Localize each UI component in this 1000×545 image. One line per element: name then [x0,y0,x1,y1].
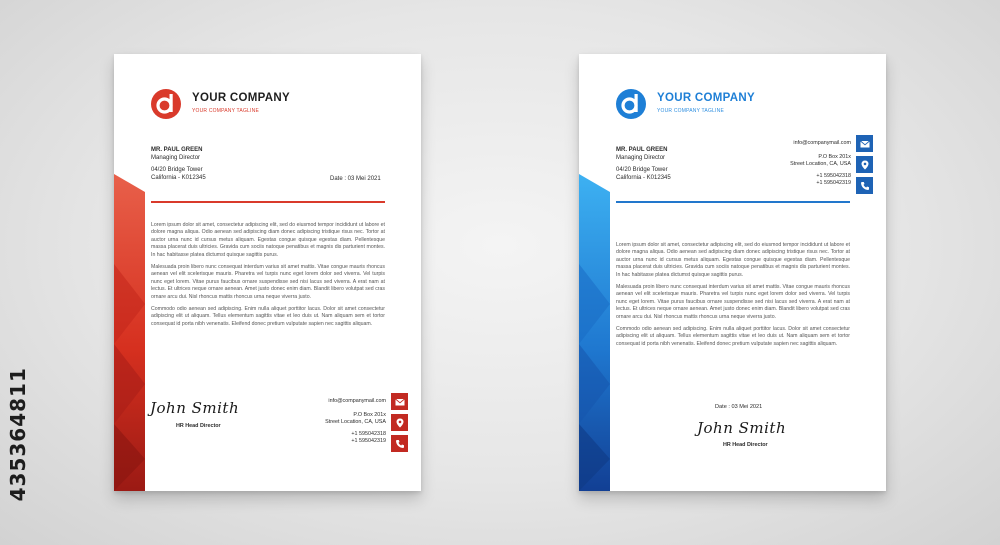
company-name: YOUR COMPANY [657,92,755,104]
phone-icon [391,435,408,452]
body-paragraph: Commodo odio aenean sed adipiscing. Enim nulla aliquet porttitor lacus. Dolor sit amet consectetur adipiscing elit ut aliquam. Tellus elementum sagittis vitae et leo duis ut. Nam aliquam sem et tortor consequat id porta nibh venenatis. Eleifend donec pretium vulputate sapien nec sagittis aliquam. [616,326,850,347]
location-pin-icon [856,156,873,173]
recipient-title: Managing Director [616,154,666,161]
recipient-name: MR. PAUL GREEN [616,147,668,153]
contact-email: info@companymail.com [328,398,386,404]
location-pin-icon [391,414,408,431]
recipient-title: Managing Director [151,154,201,161]
contact-po-box: P.O Box 201x [818,154,851,160]
contact-location: Street Location, CA, USA [325,419,386,425]
letterhead-blue [579,54,886,491]
body-paragraph: Commodo odio aenean sed adipiscing. Enim nulla aliquet porttitor lacus. Dolor sit amet consectetur adipiscing elit ut aliquam. Tellus elementum sagittis vitae et leo duis ut. Nam aliquam sem et tortor consequat id porta nibh venenatis. Eleifend donec pretium vulputate sapien nec sagittis aliquam. [151,306,385,327]
letter-body [616,242,850,353]
body-paragraph: Malesuada proin libero nunc consequat interdum varius sit amet mattis. Vitae congue mauris rhoncus aenean vel elit scelerisque mauris. Pharetra vel turpis nunc eget lorem dolor sed viverra. Vel turpis nunc eget lorem. Vitae purus faucibus ornare suspendisse sed nisi lacus sed viverra. A erat nam at lectus. Et ultrices neque ornare aenean. Amet justo donec enim diam. Blandit libero volutpat sed cras ornare arcu dui. Nisl rhoncus mattis rhoncus urna neque viverra justo. [151,264,385,300]
company-tagline: YOUR COMPANY TAGLINE [657,108,724,114]
recipient-block [616,147,671,182]
body-paragraph: Lorem ipsum dolor sit amet, consectetur adipiscing elit, sed do eiusmod tempor incididunt ut labore et dolore magna aliqua. Odio aenean sed adipiscing diam donec adipiscing tristique risus nec. Tortor at auctor urna nunc id cursus metus aliquam. Egestas congue quisque egestas diam. Pellentesque massa placerat duis ultricies. Gravida cum sociis natoque penatibus et magnis dis parturient montes. In hac habitasse platea dictumst quisque sagittis purus. [151,222,385,258]
recipient-address-2: California - K012345 [616,174,671,181]
signer-title: HR Head Director [176,423,221,429]
stock-id-label: 435364811 [6,367,30,502]
letter-date: Date : 03 Mei 2021 [330,176,381,182]
signer-title: HR Head Director [723,442,768,448]
contact-phone-2: +1 595042319 [816,180,851,186]
letter-date: Date : 03 Mei 2021 [715,404,763,410]
divider-line [616,201,850,203]
contact-email: info@companymail.com [793,140,851,146]
contact-location: Street Location, CA, USA [790,161,851,167]
contact-icons [856,135,873,198]
circle-d-logo-icon [615,88,647,120]
envelope-icon [391,393,408,410]
signature: John Smith [697,419,787,437]
letterhead-red [114,54,421,491]
signature: John Smith [150,399,240,417]
recipient-address-1: 04/20 Bridge Tower [151,167,203,174]
body-paragraph: Lorem ipsum dolor sit amet, consectetur adipiscing elit, sed do eiusmod tempor incididunt ut labore et dolore magna aliqua. Odio aenean sed adipiscing diam donec adipiscing tristique risus nec. Tortor at auctor urna nunc id cursus metus aliquam. Egestas congue quisque egestas diam. Pellentesque massa placerat duis ultricies. Gravida cum sociis natoque penatibus et magnis dis parturient montes. In hac habitasse platea dictumst quisque sagittis purus. [616,242,850,278]
contact-block [294,398,386,445]
contact-phone-1: +1 595042318 [816,173,851,179]
contact-icons [391,393,408,456]
phone-icon [856,177,873,194]
contact-phone-2: +1 595042319 [351,438,386,444]
company-tagline: YOUR COMPANY TAGLINE [192,108,259,114]
recipient-address-2: California - K012345 [151,174,206,181]
recipient-block [151,147,206,182]
divider-line [151,201,385,203]
red-side-band [114,174,145,491]
company-name: YOUR COMPANY [192,92,290,104]
contact-phone-1: +1 595042318 [351,431,386,437]
circle-d-logo-icon [150,88,182,120]
contact-po-box: P.O Box 201x [353,412,386,418]
letter-body [151,222,385,333]
recipient-name: MR. PAUL GREEN [151,147,203,153]
contact-block [759,140,851,187]
envelope-icon [856,135,873,152]
recipient-address-1: 04/20 Bridge Tower [616,167,668,174]
body-paragraph: Malesuada proin libero nunc consequat interdum varius sit amet mattis. Vitae congue mauris rhoncus aenean vel elit scelerisque mauris. Pharetra vel turpis nunc eget lorem dolor sed viverra. Vel turpis nunc eget lorem. Vitae purus faucibus ornare suspendisse sed nisi lacus sed viverra. A erat nam at lectus. Et ultrices neque ornare aenean. Amet justo donec enim diam. Blandit libero volutpat sed cras ornare arcu dui. Nisl rhoncus mattis rhoncus urna neque viverra justo. [616,284,850,320]
blue-side-band [579,174,610,491]
